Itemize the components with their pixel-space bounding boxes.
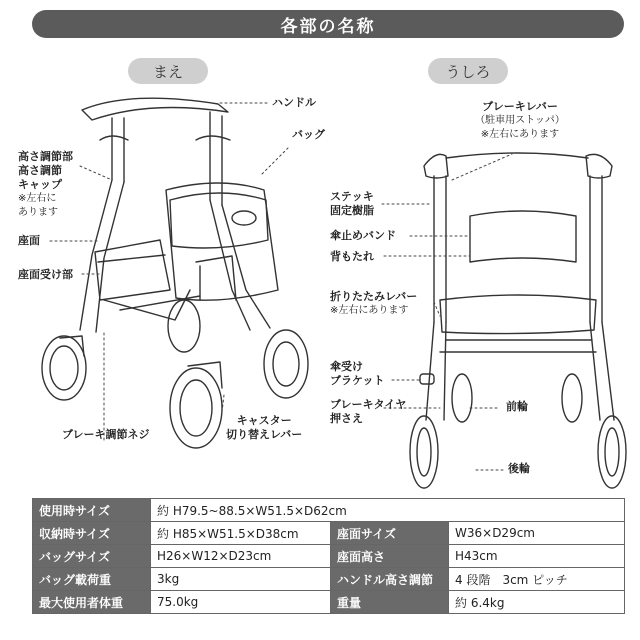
spec-value: 約 H85×W51.5×D38cm xyxy=(151,522,331,545)
label-height-adjust-cap-line2: 高さ調節 xyxy=(18,164,62,177)
spec-label: バッグサイズ xyxy=(33,545,151,568)
label-height-adjust-cap xyxy=(18,150,73,220)
label-handle: ハンドル xyxy=(272,96,316,109)
label-brake-lever-line1: ブレーキレバー xyxy=(482,100,558,113)
back-view-label: うしろ xyxy=(445,62,491,81)
label-seat-support: 座面受け部 xyxy=(18,268,73,281)
spec-value: W36×D29cm xyxy=(449,522,625,545)
front-handle-bar xyxy=(82,98,228,120)
label-cane-holder xyxy=(330,190,374,218)
spec-label: 重量 xyxy=(331,591,449,614)
page-title: 各部の名称 xyxy=(280,16,376,37)
spec-label: 座面サイズ xyxy=(331,522,449,545)
label-height-adjust-cap-note2: あります xyxy=(18,207,58,218)
spec-label: 最大使用者体重 xyxy=(33,591,151,614)
label-brake-screw: ブレーキ調節ネジ xyxy=(62,428,150,441)
spec-value: 3kg xyxy=(151,568,331,591)
back-seat xyxy=(440,295,596,334)
front-frame-right xyxy=(210,200,270,330)
back-wheel-left xyxy=(410,416,438,488)
back-view-walker xyxy=(410,153,626,488)
label-seat: 座面 xyxy=(18,234,40,247)
spec-value: H43cm xyxy=(449,545,625,568)
label-brake-lever-note: ※左右にあります xyxy=(480,129,560,140)
spec-label: バッグ載荷重 xyxy=(33,568,151,591)
label-rear-wheel: 後輪 xyxy=(508,462,530,475)
rear-wheel-left xyxy=(168,300,200,352)
spec-row xyxy=(33,522,625,545)
label-height-adjust-cap-line3: キャップ xyxy=(18,178,62,191)
spec-value: 4 段階 3cm ピッチ xyxy=(449,568,625,591)
back-front-wheel-right xyxy=(562,374,582,422)
front-bag-logo xyxy=(232,211,256,225)
label-caster-lever xyxy=(226,414,302,442)
label-front-wheel: 前輪 xyxy=(506,400,528,413)
spec-table xyxy=(32,498,625,614)
label-height-adjust-cap-line1: 高さ調節部 xyxy=(18,150,73,163)
spec-label: 収納時サイズ xyxy=(33,522,151,545)
label-umbrella-band: 傘止めバンド xyxy=(330,229,396,242)
back-front-wheel-left xyxy=(452,374,472,422)
front-handle-grip-right xyxy=(196,136,230,140)
rear-wheel-right xyxy=(264,330,308,398)
label-bag: バッグ xyxy=(292,128,325,141)
label-tire-holder-line1: ブレーキタイヤ xyxy=(330,398,407,411)
umbrella-bracket xyxy=(420,374,434,384)
spec-row xyxy=(33,591,625,614)
back-wheel-right xyxy=(598,416,626,488)
spec-label: 座面高さ xyxy=(331,545,449,568)
label-height-adjust-cap-note1: ※左右に xyxy=(18,193,57,204)
spec-value: 約 H79.5~88.5×W51.5×D62cm xyxy=(151,499,625,522)
spec-value: 約 6.4kg xyxy=(449,591,625,614)
spec-label: 使用時サイズ xyxy=(33,499,151,522)
back-handle-left xyxy=(424,154,448,178)
label-caster-lever-line1: キャスター xyxy=(236,414,292,427)
spec-value: 75.0kg xyxy=(151,591,331,614)
front-view-label: まえ xyxy=(152,62,183,81)
label-cane-holder-line1: ステッキ xyxy=(330,190,374,203)
front-view-walker xyxy=(42,98,308,448)
label-tire-holder xyxy=(330,398,406,426)
spec-row xyxy=(33,568,625,591)
label-brake-lever xyxy=(470,100,570,142)
label-tire-holder-line2: 押さえ xyxy=(330,412,363,425)
label-brake-lever-line2: （駐車用ストッパ） xyxy=(475,115,565,126)
label-caster-lever-line2: 切り替えレバー xyxy=(226,428,303,441)
label-umbrella-bracket-line2: ブラケット xyxy=(330,374,385,387)
spec-row xyxy=(33,499,625,522)
label-cane-holder-line2: 固定樹脂 xyxy=(330,204,374,217)
backrest xyxy=(470,211,576,262)
back-handle-right xyxy=(586,154,612,178)
front-frame-left xyxy=(80,180,124,332)
label-backrest: 背もたれ xyxy=(330,250,374,263)
label-umbrella-bracket xyxy=(330,360,384,388)
label-fold-lever-line1: 折りたたみレバー xyxy=(330,290,418,303)
label-umbrella-bracket-line1: 傘受け xyxy=(330,360,363,373)
spec-row xyxy=(33,545,625,568)
spec-label: ハンドル高さ調節 xyxy=(331,568,449,591)
spec-value: H26×W12×D23cm xyxy=(151,545,331,568)
label-fold-lever-note: ※左右にあります xyxy=(330,305,409,316)
label-fold-lever xyxy=(330,290,417,318)
